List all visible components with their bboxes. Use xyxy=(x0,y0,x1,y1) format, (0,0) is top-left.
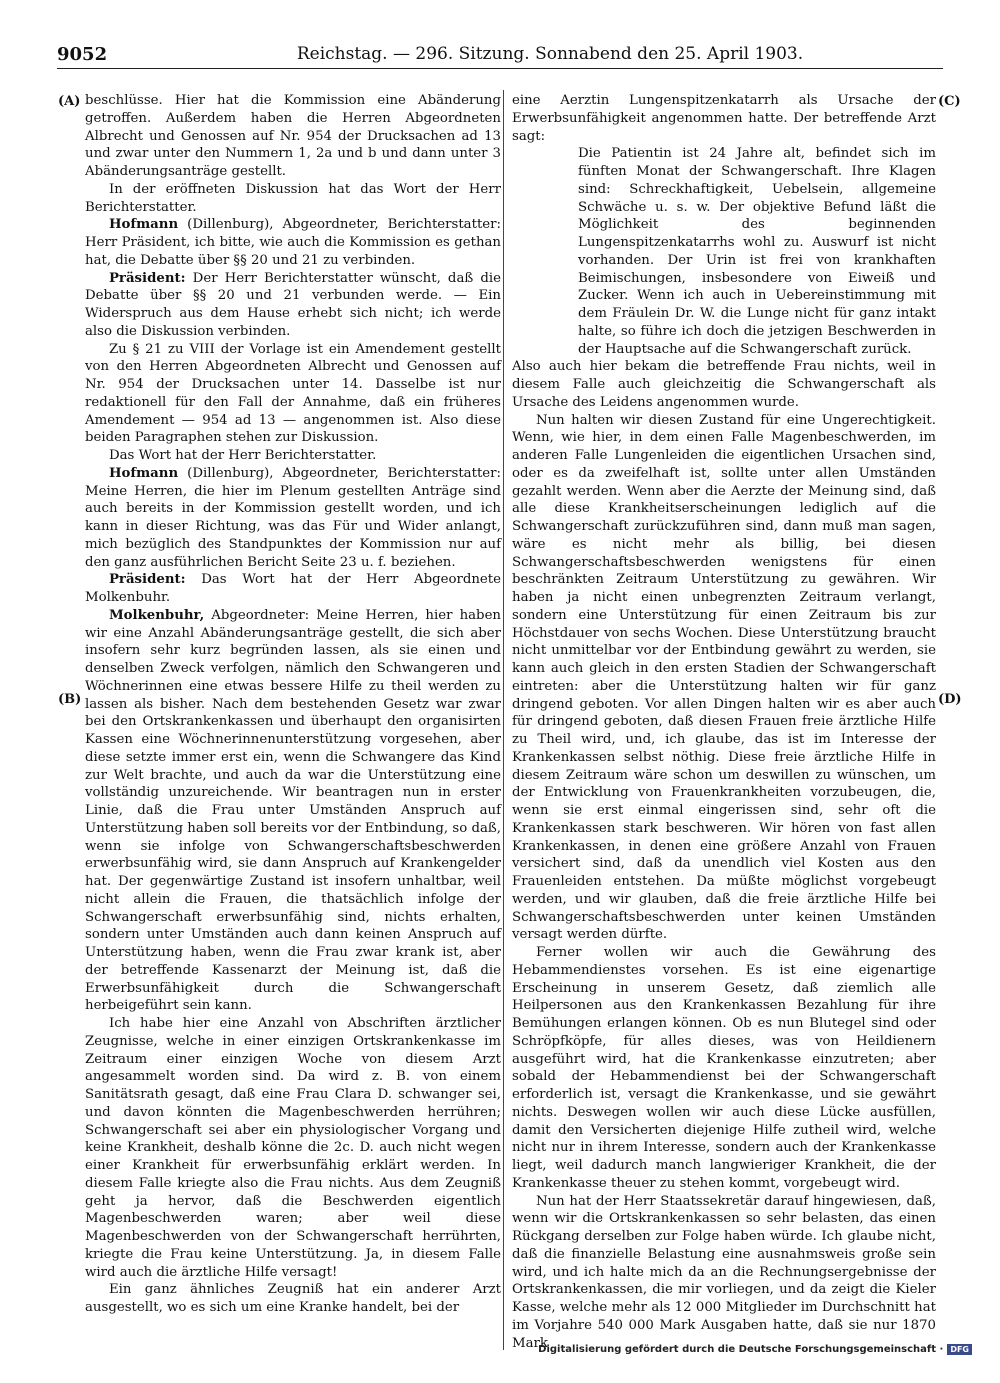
running-head-title: Reichstag. — 296. Sitzung. Sonnabend den 25. April 1903. xyxy=(296,44,804,64)
paragraph-text: Die Patientin ist 24 Jahre alt, befindet sich im fünften Monat der Schwangerschaft. Ihre Klagen sind: Schreckhaftigkeit, Uebelsein, allgemeine Schwäche u. s. w. Der objektive Befund läßt die Möglichkeit des beginnenden Lungenspitzenkatarrhs wohl zu. Auswurf ist nicht vorhanden. Der Urin ist frei von krankhaften Beimischungen, insbesondere von Eiweiß und Zucker. Wenn ich auch in Uebereinstimmung mit dem Fräulein Dr. W. die Lunge nicht für ganz intakt halte, so führe ich doch die jetzigen Beschwerden in der Hauptsache auf die Schwangerschaft zurück. xyxy=(578,146,936,357)
paragraph xyxy=(85,447,501,465)
paragraph xyxy=(512,944,936,1193)
paragraph xyxy=(85,92,501,181)
margin-label-d: (D) xyxy=(938,692,962,707)
paragraph xyxy=(85,341,501,448)
speaker-name: Hofmann xyxy=(108,465,179,481)
footer-credit xyxy=(538,1344,972,1355)
right-column xyxy=(512,92,936,1352)
paragraph xyxy=(85,571,501,607)
paragraph xyxy=(512,1193,936,1353)
margin-label-b: (B) xyxy=(58,692,82,707)
paragraph-text: Nun halten wir diesen Zustand für eine Ungerechtigkeit. Wenn, wie hier, in dem einen Falle Magenbeschwerden, im anderen Falle Lungenleiden die eigentlichen Ursachen sind, oder es da zweifelhaft ist, sollte unter allen Umständen gezahlt werden. Wenn aber die Aerzte der Meinung sind, daß alle diese Krankheitserscheinungen lediglich auf die Schwangerschaft zurückzuführen sind, dann muß man sagen, wäre es nicht mehr als billig, bei diesen Schwangerschaftsbeschwerden wenigstens für einen beschränkten Zeitraum Unterstützung zu gewähren. Wir haben ja nicht einen unbegrenzten Zeitraum verlangt, sondern eine Unterstützung für einen Zeitraum bis zur Höchstdauer von sechs Wochen. Diese Unterstützung braucht nicht unmittelbar vor der Entbindung gewährt zu werden, sie kann auch gleich in den ersten Stadien der Schwangerschaft eintreten: aber die Unterstützung halten wir für ganz dringend geboten. Vor allen Dingen halten wir es aber auch für dringend geboten, daß diesen Frauen freie ärztliche Hilfe zu Theil wird, und, ich glaube, das ist im Interesse der Krankenkassen selbst nöthig. Diese freie ärztliche Hilfe in diesem Zeitraum wäre schon um deswillen zu wünschen, um der Entwicklung von Frauenkrankheiten vorzubeugen, die, wenn sie erst einmal eingerissen sind, sehr oft die Krankenkassen stark beschweren. Wir hören von fast allen Krankenkassen, in denen eine größere Anzahl von Frauen versichert sind, daß da unendlich viel Kosten aus den Frauenleiden entstehen. Da müßte möglichst vorgebeugt werden, und wir glauben, daß die freie ärztliche Hilfe bei Schwangerschaftsbeschwerden unter keinen Umständen versagt werden dürfte. xyxy=(512,412,936,943)
paragraph-text: Der Herr Berichterstatter wünscht, daß die Debatte über §§ 20 und 21 verbunden werde. — Ein Widerspruch aus dem Hause erhebt sich nicht; ich werde also die Diskussion verbinden. xyxy=(85,270,501,339)
left-column xyxy=(59,92,501,1317)
paragraph-text: Also auch hier bekam die betreffende Frau nichts, weil in diesem Falle auch gleichzeitig die Schwangerschaft als Ursache des Leidens angenommen wurde. xyxy=(512,359,936,410)
paragraph-text: Zu § 21 zu VIII der Vorlage ist ein Amendement gestellt von den Herren Abgeordneten Albrecht und Genossen auf Nr. 954 der Drucksachen unter 14. Dasselbe ist nur redaktionell für den Fall der Annahme, daß ein früheres Amendement — 954 ad 13 — angenommen ist. Also diese beiden Paragraphen stehen zur Diskussion. xyxy=(85,341,501,446)
paragraph-text: Ein ganz ähnliches Zeugniß hat ein anderer Arzt ausgestellt, wo es sich um eine Kranke handelt, bei der xyxy=(85,1282,501,1315)
paragraph xyxy=(85,216,501,269)
paragraph xyxy=(578,145,936,358)
paragraph-text: beschlüsse. Hier hat die Kommission eine Abänderung getroffen. Außerdem haben die Herren Abgeordneten Albrecht und Genossen auf Nr. 954 der Drucksachen ad 13 und zwar unter den Nummern 1, 2a und b und dann unter 3 Abänderungsanträge gestellt. xyxy=(85,93,501,179)
paragraph-text: In der eröffneten Diskussion hat das Wort der Herr Berichterstatter. xyxy=(85,181,501,215)
speaker-name: Hofmann xyxy=(108,217,179,233)
paragraph xyxy=(512,358,936,411)
paragraph-text: Nun hat der Herr Staatssekretär darauf hingewiesen, daß, wenn wir die Ortskrankenkassen so sehr belasten, das einen Rückgang derselben zur Folge haben würde. Ich glaube nicht, daß die finanzielle Belastung eine ausnahmsweis große sein wird, und ich halte mich da an die Rechnungsergebnisse der Ortskrankenkassen, die mir vorliegen, und da zeigt die Kieler Kasse, welche mehr als 12 000 Mitglieder im Durchschnitt hat im Vorjahre 540 000 Mark Ausgaben hatte, daß sie nur 1870 Mark xyxy=(512,1193,936,1351)
paragraph xyxy=(85,1015,501,1281)
paragraph-text: (Dillenburg), Abgeordneter, Berichterstatter: Meine Herren, die hier im Plenum gestellten Anträge sind auch bereits in der Kommission gestellt worden, und ich kann in dieser Richtung, was das Für und Wider anlangt, mich bezüglich des Standpunktes der Kommission nur auf den ganz ausführlichen Bericht Seite 23 u. f. beziehen. xyxy=(85,465,501,570)
paragraph xyxy=(85,465,501,572)
paragraph xyxy=(512,412,936,945)
speaker-name: Molkenbuhr, xyxy=(108,607,205,623)
paragraph-text: Ferner wollen wir auch die Gewährung des Hebammendienstes vorsehen. Es ist eine eigenartige Erscheinung in unserem Gesetz, daß ziemlich alle Heilpersonen aus den Krankenkassen Bezahlung für ihre Bemühungen erlangen können. Ob es nun Blutegel sind oder Schröpfköpfe, für alles dieses, was von Heildienern ausgeführt wird, hat die Krankenkasse einzutreten; aber sobald der Hebammendienst bei der Schwangerschaft erforderlich ist, versagt die Krankenkasse, und sie gewährt nichts. Deswegen wollen wir auch diese Lücke ausfüllen, damit den Versicherten diejenige Hilfe zutheil wird, welche nicht nur in ihrem Interesse, sondern auch der Krankenkasse liegt, weil dadurch manch langwieriger Krankheit, die der Krankenkasse theuer zu stehen kommt, vorgebeugt wird. xyxy=(512,945,936,1191)
paragraph-text: Das Wort hat der Herr Abgeordnete Molkenbuhr. xyxy=(85,572,501,605)
paragraph xyxy=(85,181,501,217)
paragraph xyxy=(512,92,936,145)
paragraph-text: Ich habe hier eine Anzahl von Abschriften ärztlicher Zeugnisse, welche in einer einzigen Ortskrankenkasse im Zeitraum einer einzigen Woche von diesem Arzt angesammelt worden sind. Da wird z. B. von einem Sanitätsrath gesagt, daß eine Frau Clara D. schwanger sei, und davon könnten die Magenbeschwerden herrühren; Schwangerschaft sei aber ein physiologischer Vorgang und keine Krankheit, deshalb könne die 2c. D. auch nicht wegen einer Krankheit für erwerbsunfähig erklärt werden. In diesem Falle kriegte also die Frau nichts. Aus dem Zeugniß geht ja hervor, daß die Beschwerden eigentlich Magenbeschwerden waren; aber weil diese Magenbeschwerden von der Schwangerschaft herrührten, kriegte die Frau keine Unterstützung. Ja, in diesem Falle wird auch die ärztliche Hilfe versagt! xyxy=(85,1016,501,1280)
paragraph-text: Abgeordneter: Meine Herren, hier haben wir eine Anzahl Abänderungsanträge gestellt, die sich aber insofern sehr kurz begründen lassen, als sie einen und denselben Zweck verfolgen, nämlich den Schwangeren und Wöchnerinnen eine etwas bessere Hilfe zu theil werden zu lassen als bisher. Nach dem bestehenden Gesetz war zwar bei den Ortskrankenkassen und überhaupt den organisirten Kassen eine Wöchnerinnenunterstützung vorgesehen, aber diese setzte immer erst ein, wenn die Schwangere das Kind zur Welt brachte, und auch da war die Unterstützung eine vollständig unzureichende. Wir beantragen nun in erster Linie, daß die Frau unter Umständen Anspruch auf Unterstützung haben soll bereits vor der Entbindung, so daß, wenn sie infolge von Schwangerschaftsbeschwerden erwerbsunfähig wird, sie dann Anspruch auf Krankengelder hat. Der gegenwärtige Zustand ist insofern unhaltbar, weil nicht allein die Frauen, die thatsächlich infolge der Schwangerschaft erwerbsunfähig sind, nichts erhalten, sondern unter Umständen auch dann keinen Anspruch auf Unterstützung haben, wenn die Frau zwar krank ist, aber der betreffende Kassenarzt der Meinung ist, daß die Erwerbsunfähigkeit durch die Schwangerschaft herbeigeführt sein kann. xyxy=(85,607,501,1014)
page-number: 9052 xyxy=(57,44,108,65)
paragraph xyxy=(85,607,501,1015)
speaker-name: Präsident: xyxy=(108,572,186,588)
paragraph-text: Das Wort hat der Herr Berichterstatter. xyxy=(108,448,377,463)
paragraph-text: eine Aerztin Lungenspitzenkatarrh als Ursache der Erwerbsunfähigkeit angenommen hatte. Der betreffende Arzt sagt: xyxy=(512,93,936,144)
margin-label-a: (A) xyxy=(58,94,81,109)
paragraph xyxy=(85,270,501,341)
footer-text: Digitalisierung gefördert durch die Deutsche Forschungsgemeinschaft · xyxy=(538,1344,944,1355)
dfg-logo: DFG xyxy=(947,1344,972,1355)
paragraph xyxy=(85,1281,501,1317)
margin-label-c: (C) xyxy=(938,94,961,109)
paragraph-text: (Dillenburg), Abgeordneter, Berichterstatter: Herr Präsident, ich bitte, wie auch die Kommission es gethan hat, die Debatte über §§ 20 und 21 zu verbinden. xyxy=(85,217,501,268)
speaker-name: Präsident: xyxy=(108,270,186,286)
column-divider xyxy=(503,90,504,1350)
running-header xyxy=(57,42,943,69)
